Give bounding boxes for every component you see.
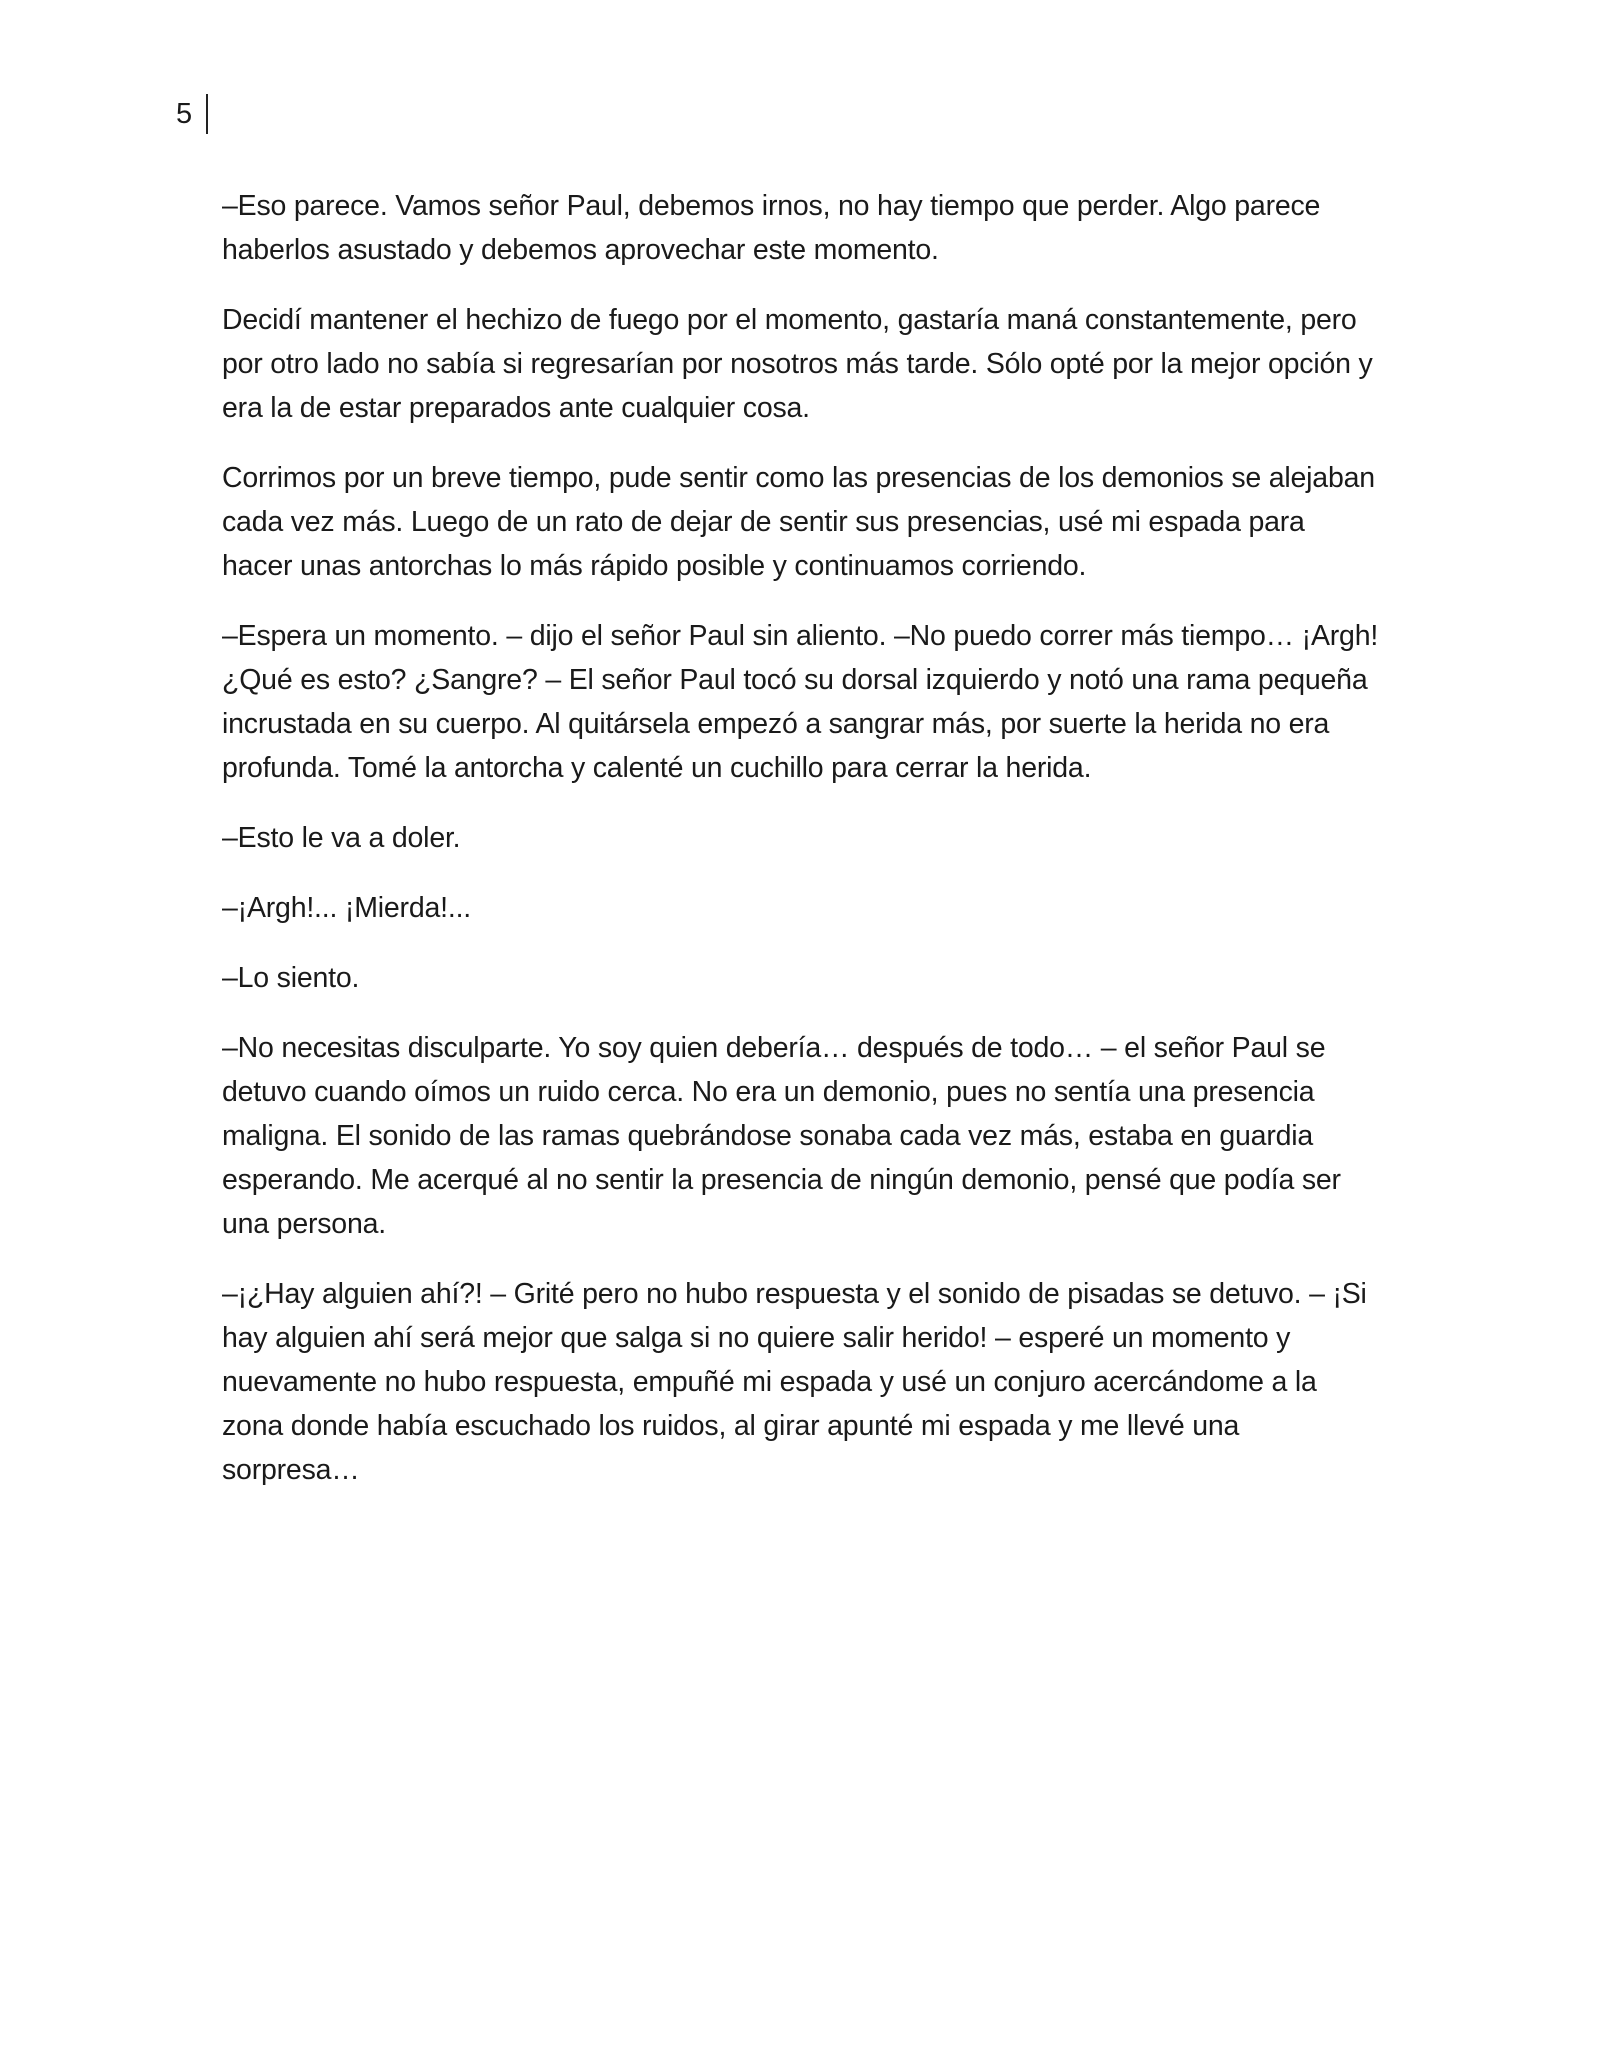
document-body <box>222 184 1382 1518</box>
paragraph: –No necesitas disculparte. Yo soy quien debería… después de todo… – el señor Paul se detuvo cuando oímos un ruido cerca. No era un demonio, pues no sentía una presencia maligna. El sonido de las ramas quebrándose sonaba cada vez más, estaba en guardia esperando. Me acerqué al no sentir la presencia de ningún demonio, pensé que podía ser una persona. <box>222 1032 1341 1240</box>
paragraph: Decidí mantener el hechizo de fuego por el momento, gastaría maná constantemente, pero por otro lado no sabía si regresarían por nosotros más tarde. Sólo opté por la mejor opción y era la de estar preparados ante cualquier cosa. <box>222 304 1373 424</box>
paragraph: –Eso parece. Vamos señor Paul, debemos irnos, no hay tiempo que perder. Algo parece haberlos asustado y debemos aprovechar este momento. <box>222 190 1321 266</box>
paragraph: –Espera un momento. – dijo el señor Paul sin aliento. –No puedo correr más tiempo… ¡Argh! ¿Qué es esto? ¿Sangre? – El señor Paul tocó su dorsal izquierdo y notó una rama pequeña incrustada en su cuerpo. Al quitársela empezó a sangrar más, por suerte la herida no era profunda. Tomé la antorcha y calenté un cuchillo para cerrar la herida. <box>222 620 1379 784</box>
page-number: 5 <box>176 94 208 134</box>
paragraph: –¡¿Hay alguien ahí?! – Grité pero no hubo respuesta y el sonido de pisadas se detuvo. – ¡Si hay alguien ahí será mejor que salga si no quiere salir herido! – esperé un momento y nuevamente no hubo respuesta, empuñé mi espada y usé un conjuro acercándome a la zona donde había escuchado los ruidos, al girar apunté mi espada y me llevé una sorpresa… <box>222 1278 1367 1486</box>
paragraph: –Lo siento. <box>222 962 360 994</box>
paragraph: –¡Argh!... ¡Mierda!... <box>222 892 472 924</box>
paragraph: –Esto le va a doler. <box>222 822 461 854</box>
paragraph: Corrimos por un breve tiempo, pude sentir como las presencias de los demonios se alejaban cada vez más. Luego de un rato de dejar de sentir sus presencias, usé mi espada para hacer unas antorchas lo más rápido posible y continuamos corriendo. <box>222 462 1375 582</box>
